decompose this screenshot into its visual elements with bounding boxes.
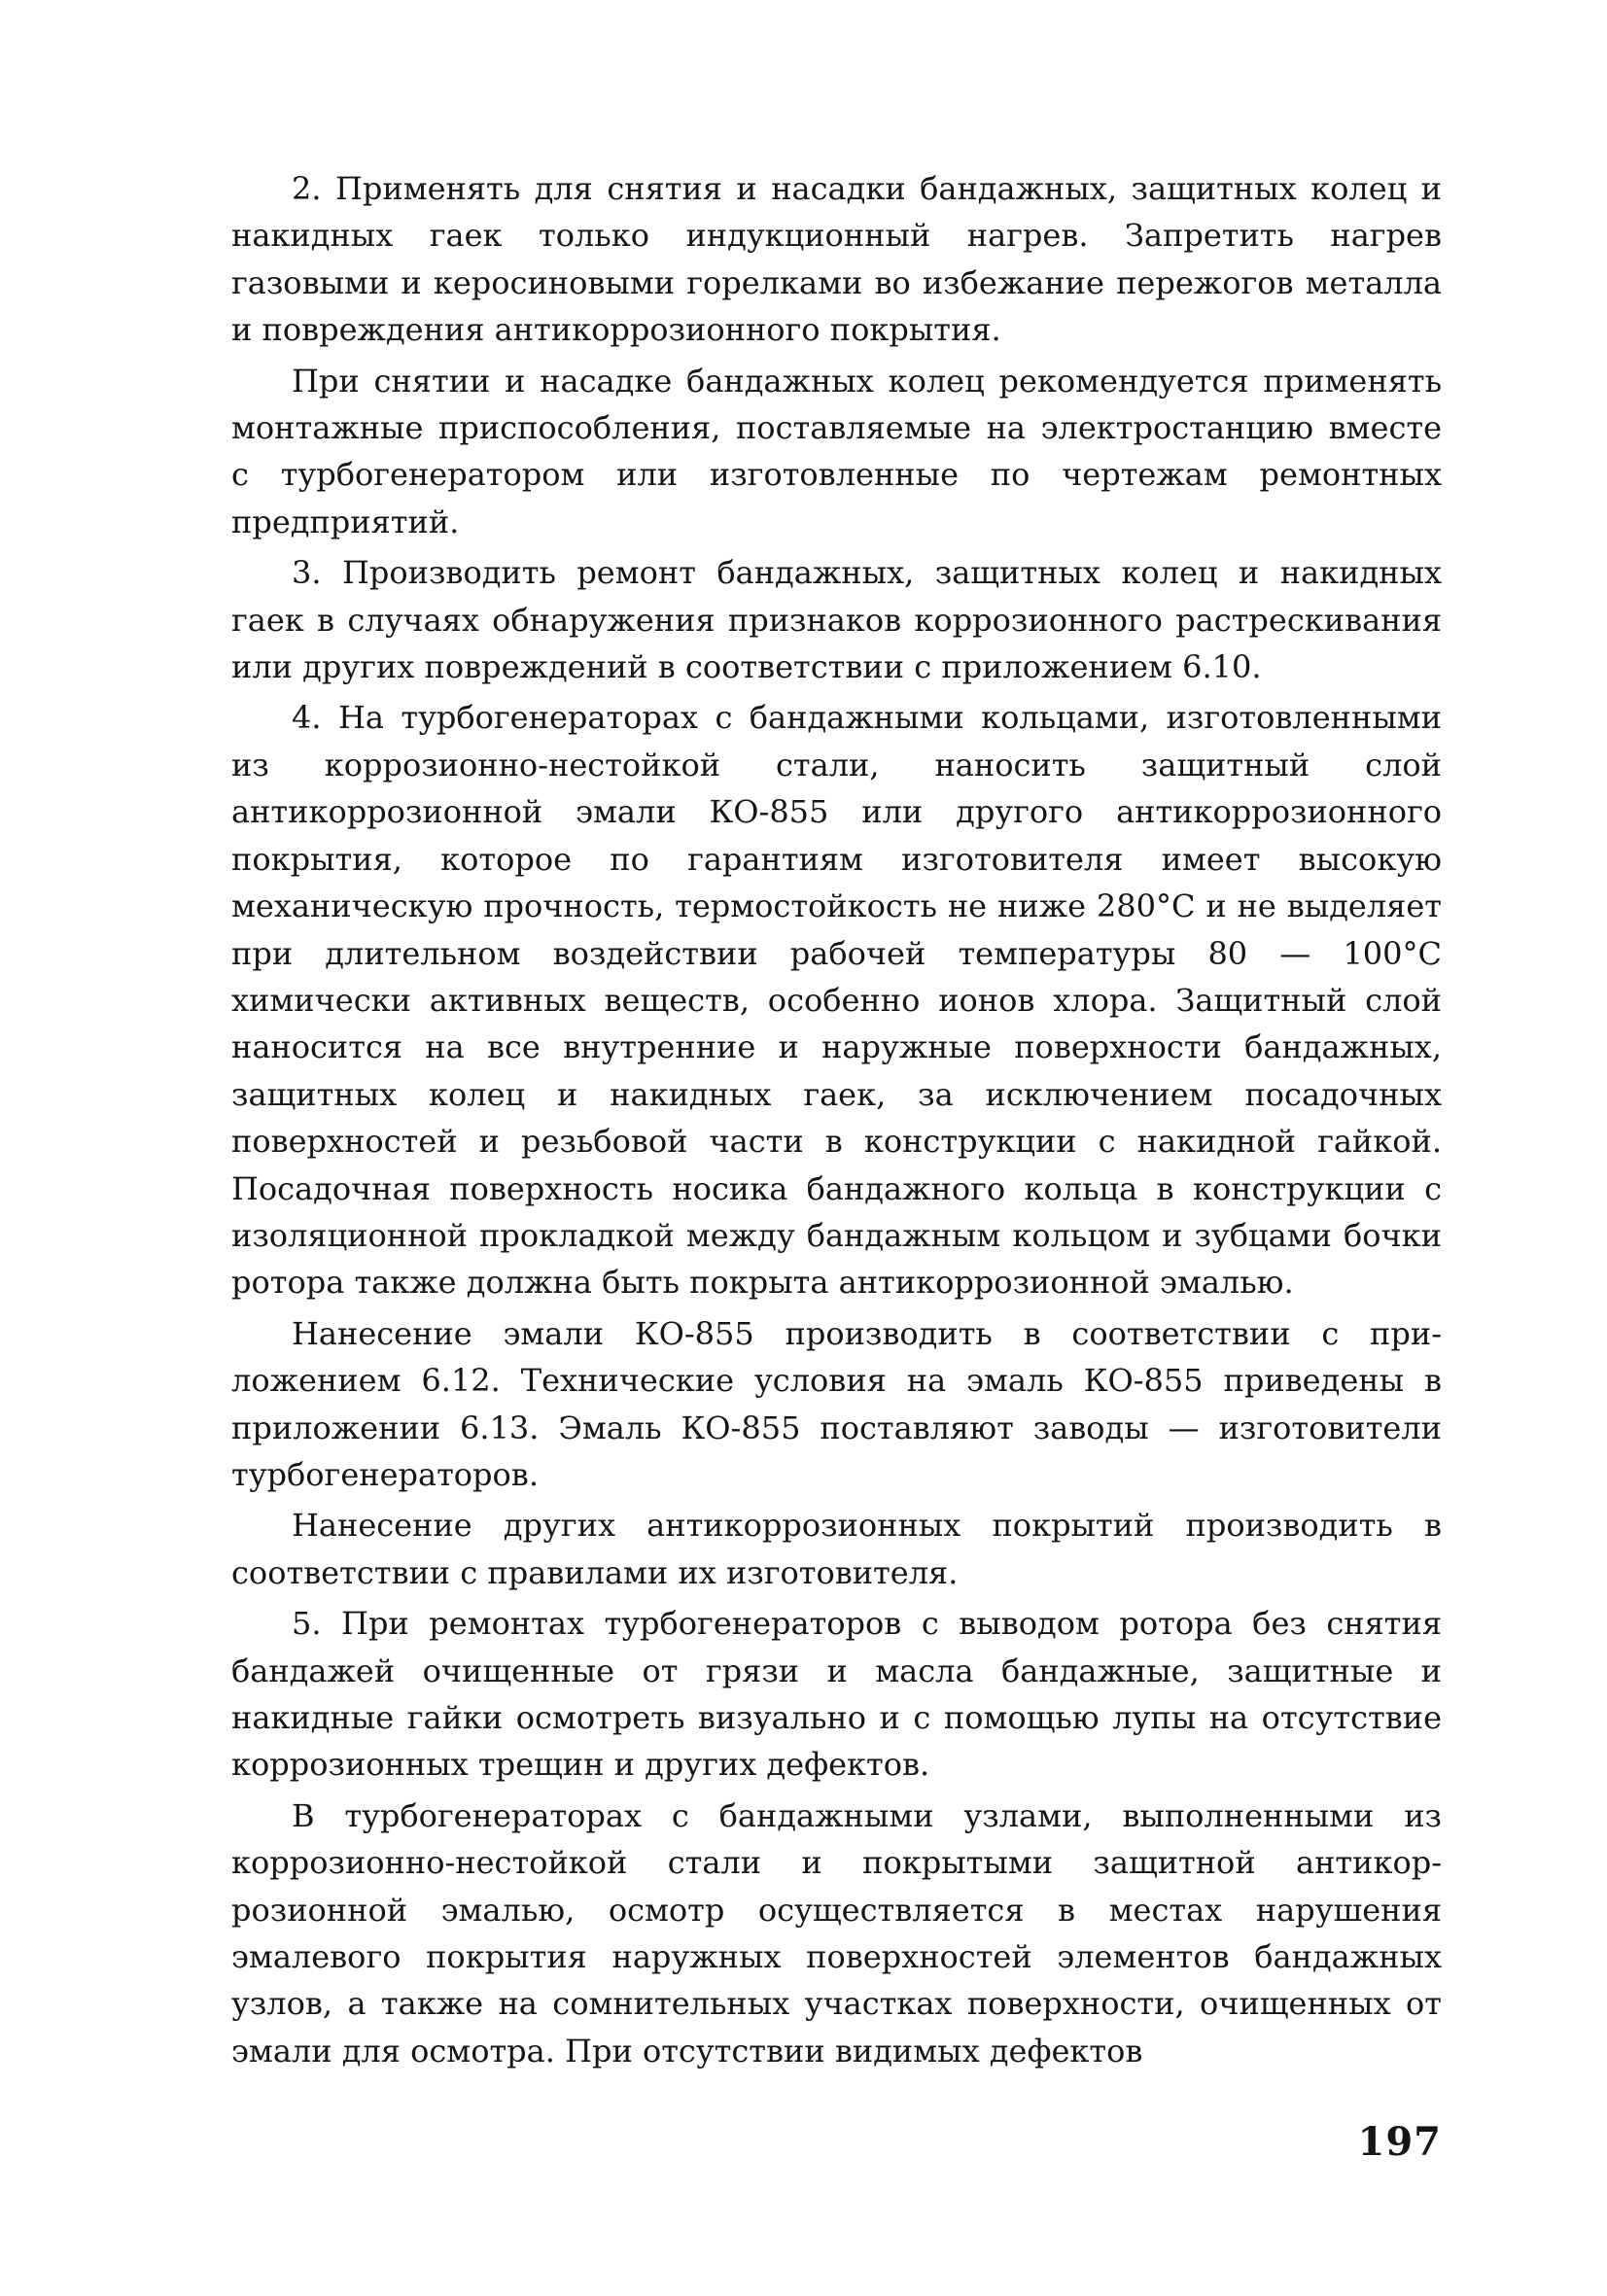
paragraph-item-4: 4. На турбогенераторах с бандажными кольцами, изготовленными из коррозионно-нестойкой стали, наносить защитный слой антикоррозионной эмали КО-855 или другого антикоррозионного покрытия, которое по гарантиям изготовителя имеет высокую механическую прочность, термостойкость не ниже 280°С и не выделяет при длительном воздействии рабочей температуры 80 — 100°С химически активных веществ, особенно ионов хлора. Защитный слой наносится на все внутренние и наружные поверхности бандажных, защитных колец и накидных гаек, за исключением посадочных поверхностей и резьбовой части в конструкции с накидной гайкой. Посадочная поверхность носика бандажного кольца в конструкции с изоляционной прокладкой между бандажным кольцом и зубцами бочки ротора также должна быть покрыта антикоррозионной эмалью. (231, 699, 1442, 1302)
paragraph-item-3: 3. Производить ремонт бандажных, защитных колец и накидных гаек в случаях обнаружения признаков коррозионного растрескивания или других повреждений в соответствии с приложением 6.10. (231, 554, 1442, 686)
paragraph-other-coatings: Нанесение других антикоррозионных покрытий производить в соответствии с правилами их изготовителя. (231, 1507, 1442, 1591)
paragraph-item-5: 5. При ремонтах турбогенераторов с выводом ротора без снятия бандажей очищенные от грязи и масла бандажные, защитные и накидные гайки осмотреть визуально и с помощью лупы на отсутствие коррозионных трещин и других дефектов. (231, 1605, 1442, 1784)
body-text (231, 165, 1442, 2078)
page-number: 197 (1357, 2119, 1442, 2165)
paragraph-enamel-application: Нанесение эмали КО-855 производить в соответствии с приложением 6.12. Технические условия на эмаль КО-855 приведены в приложении 6.13. Эмаль КО-855 поставляют заводы — изготовители турбогенераторов. (231, 1314, 1442, 1493)
paragraph-mounting-devices: При снятии и насадке бандажных колец рекомендуется применять монтажные приспособления, поставляемые на электростанцию вместе с турбогенератором или изготовленные по чертежам ремонтных предприятий. (231, 362, 1442, 540)
paragraph-inspection: В турбогенераторах с бандажными узлами, выполненными из коррозионно-нестойкой стали и покрытыми защитной антикоррозионной эмалью, осмотр осуществляется в местах нарушения эмалевого покрытия наружных поверхностей элементов бандажных узлов, а также на сомнительных участках поверхности, очищенных от эмали для осмотра. При отсутствии видимых дефектов (231, 1796, 1442, 2070)
paragraph-item-2: 2. Применять для снятия и насадки бандажных, защитных колец и накидных гаек только индукционный нагрев. Запретить нагрев газовыми и керосиновыми горелками во избежание пережогов металла и повреждения антикоррозионного покрытия. (231, 170, 1442, 349)
